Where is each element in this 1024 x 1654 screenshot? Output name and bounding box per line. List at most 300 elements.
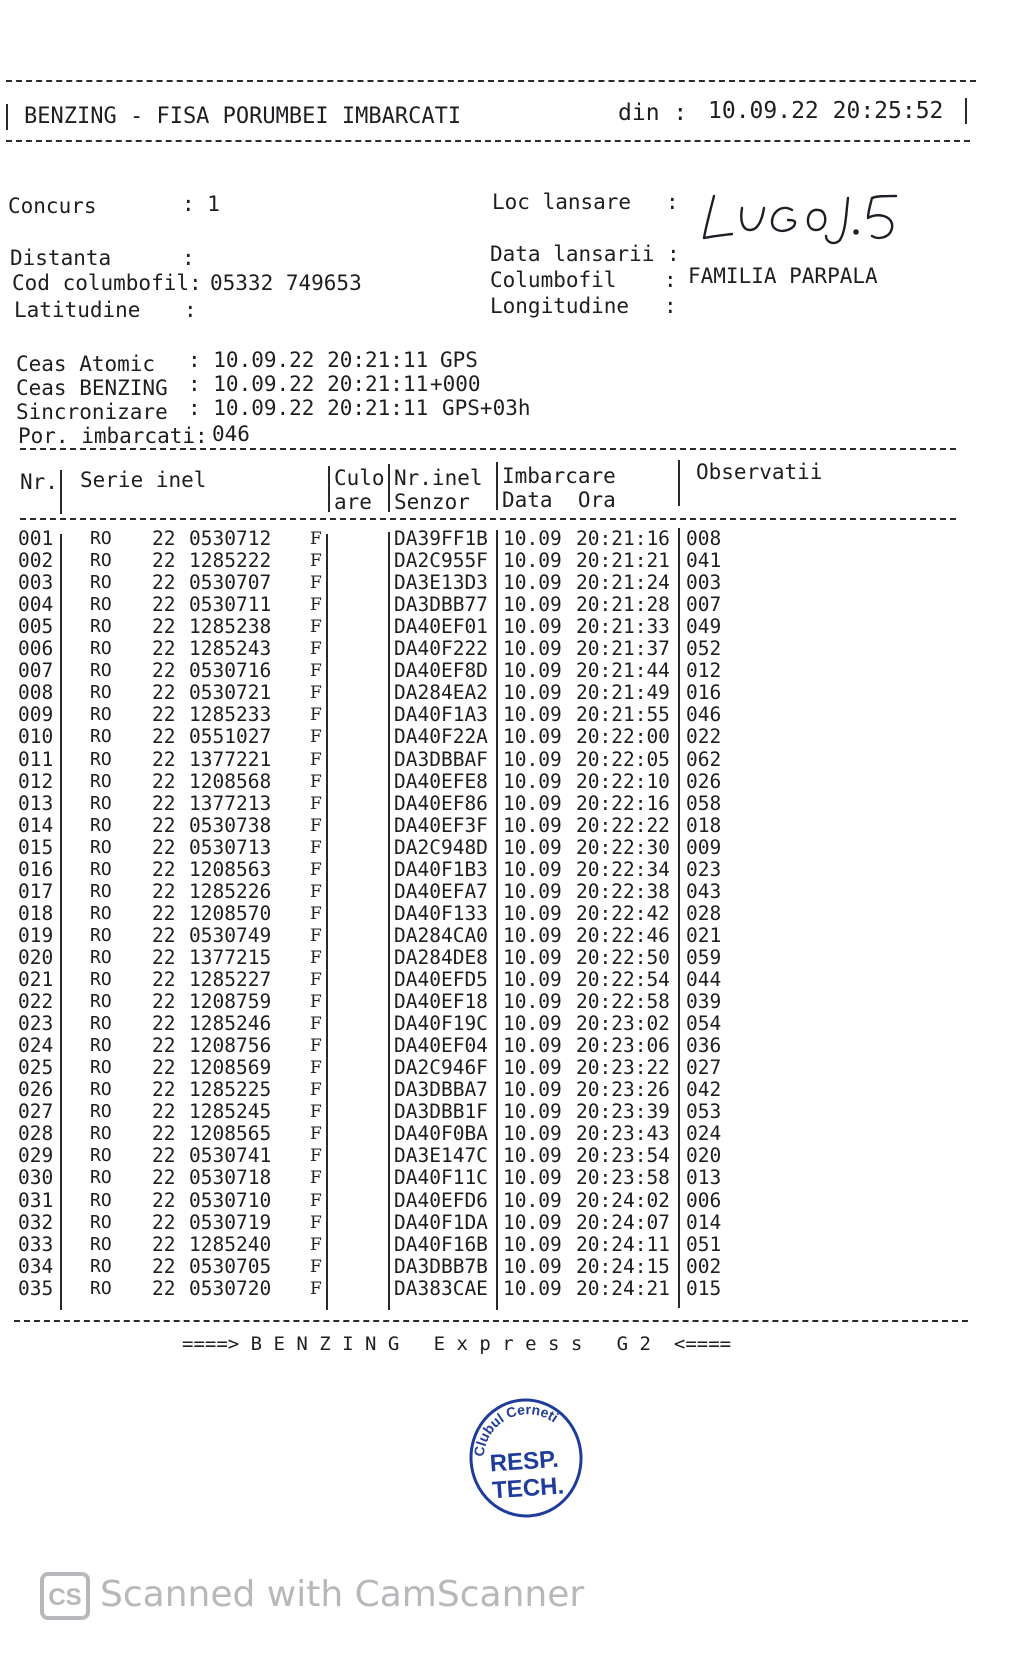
row-nr: 030 [18,1166,54,1190]
header-datetime: 10.09.22 20:25:52 [708,98,944,124]
row-senzor: DA40EF8D [394,659,488,683]
row-data: 10.09 [503,769,562,793]
row-sex: F [310,595,322,616]
row-tara: RO [90,1101,112,1123]
row-sex: F [310,903,322,924]
table-row [0,925,1024,947]
sincronizare-label: Sincronizare [16,400,168,424]
row-inel: 1208759 [189,990,272,1014]
row-nr: 023 [18,1012,54,1036]
stamp-line2: TECH. [491,1472,565,1505]
column-header-serie-inel: Serie inel [80,468,207,492]
row-ora: 20:24:11 [576,1232,670,1256]
row-an: 22 [152,1012,176,1036]
row-data: 10.09 [503,923,562,947]
row-inel: 0551027 [189,725,272,749]
row-an: 22 [152,703,176,727]
row-inel: 1285233 [189,703,272,727]
row-observatii: 027 [686,1056,722,1080]
row-data: 10.09 [503,703,562,727]
row-sex: F [310,1080,322,1101]
table-row [0,1278,1024,1300]
row-sex: F [310,1256,322,1277]
row-inel: 0530738 [189,813,272,837]
row-data: 10.09 [503,835,562,859]
row-ora: 20:22:30 [576,835,670,859]
table-row [0,771,1024,793]
row-an: 22 [152,527,176,550]
row-nr: 025 [18,1056,54,1080]
row-nr: 013 [18,791,54,815]
row-nr: 032 [18,1210,54,1234]
row-data: 10.09 [503,945,562,969]
row-data: 10.09 [503,1276,562,1300]
row-observatii: 043 [686,879,722,903]
row-tara: RO [90,1211,112,1233]
row-nr: 005 [18,615,54,639]
row-observatii: 059 [686,945,722,969]
row-data: 10.09 [503,681,562,705]
row-inel: 1285240 [189,1232,272,1256]
row-sex: F [310,639,322,660]
row-an: 22 [152,835,176,859]
row-tara: RO [90,726,112,748]
row-an: 22 [152,593,176,617]
row-data: 10.09 [503,1012,562,1036]
row-inel: 1208563 [189,857,272,881]
row-observatii: 020 [686,1144,722,1168]
row-ora: 20:22:10 [576,769,670,793]
row-data: 10.09 [503,1166,562,1190]
table-row [0,704,1024,726]
porumbei-imbarcati-value: 046 [212,422,250,446]
row-data: 10.09 [503,813,562,837]
col-divider-2 [328,466,330,512]
row-observatii: 058 [686,791,722,815]
row-senzor: DA40EF04 [394,1034,488,1058]
row-senzor: DA40F222 [394,637,488,661]
row-ora: 20:22:00 [576,725,670,749]
row-observatii: 015 [686,1276,722,1300]
row-nr: 003 [18,571,54,595]
table-row [0,749,1024,771]
ceas-benzing-label: Ceas BENZING [16,376,168,400]
row-an: 22 [152,1144,176,1168]
row-data: 10.09 [503,1100,562,1124]
row-an: 22 [152,637,176,661]
row-ora: 20:22:58 [576,990,670,1014]
row-ora: 20:22:54 [576,968,670,991]
loc-lansare-sep: : [666,190,679,214]
row-senzor: DA40EFE8 [394,769,488,793]
row-sex: F [310,947,322,968]
row-nr: 035 [18,1276,54,1300]
row-observatii: 006 [686,1188,722,1212]
row-inel: 0530712 [189,527,272,550]
row-ora: 20:22:38 [576,879,670,903]
row-tara: RO [90,1167,112,1189]
row-ora: 20:23:58 [576,1166,670,1190]
row-observatii: 042 [686,1078,722,1102]
row-senzor: DA40F133 [394,901,488,925]
row-sex: F [310,1146,322,1167]
row-an: 22 [152,968,176,991]
row-inel: 1285222 [189,549,272,573]
row-inel: 0530720 [189,1276,272,1300]
col-divider-1 [60,470,62,514]
row-nr: 021 [18,968,54,991]
row-data: 10.09 [503,593,562,617]
latitudine-label: Latitudine [14,298,141,322]
row-sex: F [310,683,322,704]
row-senzor: DA40EFD5 [394,968,488,991]
row-an: 22 [152,857,176,881]
row-sex: F [310,1036,322,1057]
table-row [0,1190,1024,1212]
row-an: 22 [152,681,176,705]
row-ora: 20:22:22 [576,813,670,837]
row-senzor: DA40EFA7 [394,879,488,903]
row-observatii: 002 [686,1254,722,1278]
row-sex: F [310,573,322,594]
column-header-imbarcare: Imbarcare [502,464,616,488]
row-inel: 1285246 [189,1012,272,1036]
row-tara: RO [90,836,112,858]
row-tara: RO [90,1035,112,1057]
table-row [0,1079,1024,1101]
row-observatii: 028 [686,901,722,925]
row-senzor: DA2C946F [394,1056,488,1080]
row-tara: RO [90,1079,112,1101]
row-nr: 026 [18,1078,54,1102]
row-sex: F [310,1168,322,1189]
row-senzor: DA40F22A [394,725,488,749]
row-data: 10.09 [503,1078,562,1102]
row-inel: 1285238 [189,615,272,639]
longitudine-sep: : [664,294,677,318]
row-observatii: 012 [686,659,722,683]
row-tara: RO [90,704,112,726]
row-tara: RO [90,1057,112,1079]
row-sex: F [310,551,322,572]
row-ora: 20:24:02 [576,1188,670,1212]
row-observatii: 007 [686,593,722,617]
handwritten-loc-lansare-signature [700,190,910,248]
row-observatii: 018 [686,813,722,837]
row-tara: RO [90,1233,112,1255]
row-inel: 1285245 [189,1100,272,1124]
ceas-atomic-value: : 10.09.22 20:21:11 [188,348,429,372]
row-senzor: DA40F16B [394,1232,488,1256]
row-senzor: DA40EFD6 [394,1188,488,1212]
row-sex: F [310,1234,322,1255]
row-observatii: 026 [686,769,722,793]
row-an: 22 [152,990,176,1014]
row-sex: F [310,749,322,770]
svg-text:CS: CS [48,1584,82,1611]
row-sex: F [310,793,322,814]
table-row [0,793,1024,815]
row-senzor: DA40EF18 [394,990,488,1014]
row-nr: 024 [18,1034,54,1058]
table-row [0,1212,1024,1234]
row-an: 22 [152,879,176,903]
row-nr: 028 [18,1122,54,1146]
row-an: 22 [152,725,176,749]
row-an: 22 [152,769,176,793]
row-tara: RO [90,594,112,616]
row-senzor: DA3DBBAF [394,747,488,771]
row-nr: 017 [18,879,54,903]
row-tara: RO [90,638,112,660]
row-ora: 20:22:46 [576,923,670,947]
row-senzor: DA39FF1B [394,527,488,550]
row-ora: 20:21:33 [576,615,670,639]
row-senzor: DA40F1B3 [394,857,488,881]
table-row [0,550,1024,572]
column-header-data-ora: Data Ora [502,488,616,512]
row-ora: 20:22:42 [576,901,670,925]
row-sex: F [310,1124,322,1145]
row-an: 22 [152,791,176,815]
header-left-bar [6,104,8,130]
camscanner-watermark-text: Scanned with CamScanner [100,1574,585,1615]
row-an: 22 [152,901,176,925]
table-row [0,815,1024,837]
row-an: 22 [152,1232,176,1256]
row-ora: 20:21:24 [576,571,670,595]
row-ora: 20:21:44 [576,659,670,683]
row-senzor: DA40EF86 [394,791,488,815]
row-tara: RO [90,550,112,572]
row-data: 10.09 [503,879,562,903]
col-divider-4 [496,462,498,510]
row-sex: F [310,1058,322,1079]
row-observatii: 023 [686,857,722,881]
row-tara: RO [90,770,112,792]
table-row [0,859,1024,881]
row-data: 10.09 [503,615,562,639]
row-sex: F [310,1014,322,1035]
row-inel: 1208569 [189,1056,272,1080]
row-ora: 20:22:05 [576,747,670,771]
row-senzor: DA40F19C [394,1012,488,1036]
row-inel: 1285227 [189,968,272,991]
row-senzor: DA40F1DA [394,1210,488,1234]
table-row [0,881,1024,903]
row-data: 10.09 [503,901,562,925]
row-tara: RO [90,880,112,902]
row-nr: 001 [18,527,54,550]
column-header-culoare-line2: are [334,490,372,514]
data-lansarii-label: Data lansarii : [490,242,680,266]
column-header-senzor-line2: Senzor [394,490,470,514]
row-ora: 20:21:16 [576,527,670,550]
row-senzor: DA3E13D3 [394,571,488,595]
row-senzor: DA40EF01 [394,615,488,639]
row-ora: 20:23:43 [576,1122,670,1146]
row-sex: F [310,1190,322,1211]
row-inel: 0530741 [189,1144,272,1168]
row-observatii: 014 [686,1210,722,1234]
row-ora: 20:23:22 [576,1056,670,1080]
row-sex: F [310,992,322,1013]
row-nr: 033 [18,1232,54,1256]
header-bottom-dashed-rule [6,140,970,142]
table-row [0,1035,1024,1057]
row-nr: 034 [18,1254,54,1278]
row-ora: 20:21:28 [576,593,670,617]
row-data: 10.09 [503,1056,562,1080]
row-observatii: 044 [686,968,722,991]
col-divider-3 [388,464,390,512]
row-senzor: DA40F1A3 [394,703,488,727]
row-data: 10.09 [503,857,562,881]
row-nr: 009 [18,703,54,727]
row-an: 22 [152,1188,176,1212]
row-ora: 20:24:07 [576,1210,670,1234]
top-dashed-rule [6,80,976,82]
row-an: 22 [152,1122,176,1146]
row-nr: 027 [18,1100,54,1124]
sincronizare-extra: GPS+03h [442,396,531,420]
row-observatii: 041 [686,549,722,573]
row-data: 10.09 [503,1254,562,1278]
table-row [0,947,1024,969]
row-inel: 1208756 [189,1034,272,1058]
row-inel: 0530721 [189,681,272,705]
distanta-sep: : [182,246,195,270]
row-senzor: DA284DE8 [394,945,488,969]
col-divider-5 [678,460,680,506]
row-tara: RO [90,1189,112,1211]
row-ora: 20:22:16 [576,791,670,815]
columbofil-label: Columbofil [490,268,617,292]
row-observatii: 016 [686,681,722,705]
row-nr: 011 [18,747,54,771]
row-data: 10.09 [503,1188,562,1212]
table-row [0,660,1024,682]
row-data: 10.09 [503,1232,562,1256]
distanta-label: Distanta [10,246,112,270]
row-senzor: DA3DBB7B [394,1254,488,1278]
row-data: 10.09 [503,791,562,815]
row-tara: RO [90,572,112,594]
club-stamp [468,1396,584,1520]
sincronizare-value: : 10.09.22 20:21:11 [188,396,429,420]
row-nr: 012 [18,769,54,793]
row-an: 22 [152,813,176,837]
row-sex: F [310,705,322,726]
row-nr: 007 [18,659,54,683]
table-row [0,594,1024,616]
row-sex: F [310,661,322,682]
table-row [0,991,1024,1013]
row-data: 10.09 [503,549,562,573]
row-observatii: 009 [686,835,722,859]
row-observatii: 051 [686,1232,722,1256]
row-data: 10.09 [503,1144,562,1168]
table-bottom-dashed-rule [14,1320,968,1322]
table-top-dashed-rule [20,448,956,450]
row-senzor: DA3DBB77 [394,593,488,617]
row-tara: RO [90,660,112,682]
row-tara: RO [90,792,112,814]
ceas-benzing-extra: +000 [430,372,481,396]
row-tara: RO [90,1123,112,1145]
table-row [0,1256,1024,1278]
row-tara: RO [90,902,112,924]
row-inel: 0530716 [189,659,272,683]
row-inel: 1285225 [189,1078,272,1102]
row-nr: 029 [18,1144,54,1168]
cod-columbofil-label: Cod columbofil: [12,271,202,295]
table-row [0,528,1024,550]
row-inel: 0530749 [189,923,272,947]
row-sex: F [310,617,322,638]
row-inel: 0530713 [189,835,272,859]
row-data: 10.09 [503,1034,562,1058]
row-ora: 20:21:21 [576,549,670,573]
table-row [0,1101,1024,1123]
row-data: 10.09 [503,747,562,771]
table-row [0,1123,1024,1145]
row-inel: 1208570 [189,901,272,925]
row-sex: F [310,1278,322,1299]
row-data: 10.09 [503,637,562,661]
row-an: 22 [152,1276,176,1300]
row-tara: RO [90,1255,112,1277]
row-inel: 1377213 [189,791,272,815]
row-ora: 20:21:49 [576,681,670,705]
row-sex: F [310,529,322,549]
row-an: 22 [152,1078,176,1102]
row-observatii: 021 [686,923,722,947]
row-tara: RO [90,616,112,638]
column-header-senzor-line1: Nr.inel [394,466,483,490]
row-sex: F [310,815,322,836]
row-nr: 016 [18,857,54,881]
stamp-line1: RESP. [488,1445,560,1478]
row-ora: 20:23:06 [576,1034,670,1058]
row-ora: 20:22:34 [576,857,670,881]
row-ora: 20:24:15 [576,1254,670,1278]
row-nr: 004 [18,593,54,617]
row-observatii: 054 [686,1012,722,1036]
row-tara: RO [90,1277,112,1299]
document-title: BENZING - FISA PORUMBEI IMBARCATI [24,104,462,129]
row-tara: RO [90,748,112,770]
row-senzor: DA383CAE [394,1276,488,1300]
concurs-label: Concurs [8,194,97,218]
row-nr: 008 [18,681,54,705]
stamp-arc-text: Clubul Cerneti [470,1401,562,1458]
column-header-culoare-line1: Culo [334,466,385,490]
row-an: 22 [152,747,176,771]
row-data: 10.09 [503,1122,562,1146]
table-row [0,1013,1024,1035]
longitudine-label: Longitudine [490,294,630,318]
row-sex: F [310,925,322,946]
row-observatii: 039 [686,990,722,1014]
row-ora: 20:23:26 [576,1078,670,1102]
cod-columbofil-value: 05332 749653 [210,271,362,295]
row-nr: 014 [18,813,54,837]
row-an: 22 [152,1100,176,1124]
table-row [0,616,1024,638]
row-sex: F [310,1102,322,1123]
column-header-observatii: Observatii [696,460,823,484]
